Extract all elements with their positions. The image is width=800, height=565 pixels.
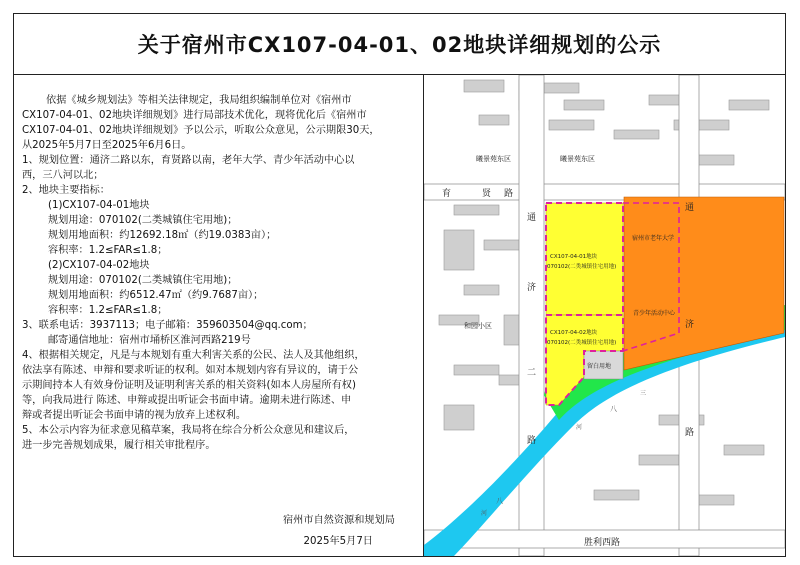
label-road-yuxian: 路 xyxy=(504,189,514,199)
rights-line: 依法享有陈述、申辩和要求听证的权利。如对本规划内容有异议的，请于公 xyxy=(22,365,359,376)
label-road-yuxian: 贤 xyxy=(482,189,492,199)
label-road-tongji: 通 xyxy=(685,203,695,213)
label-district-right: 曦景苑东区 xyxy=(560,155,595,163)
plot2-title: (2)CX107-04-02地块 xyxy=(48,260,150,271)
label-laonian: 宿州市老年大学 xyxy=(632,235,675,242)
draft-line: 进一步完善规划成果，履行相关审批程序。 xyxy=(22,440,216,451)
label-road-tongji2: 通 xyxy=(527,213,537,223)
address-line: 邮寄通信地址：宿州市埇桥区淮河西路219号 xyxy=(48,335,251,346)
label-qingshaonian: 青少年活动中心 xyxy=(633,310,676,317)
indicators-title: 2、地块主要指标： xyxy=(22,185,110,196)
label-river: 三 xyxy=(640,390,647,397)
label-reserved: 留白用地 xyxy=(587,363,612,370)
notice-body xyxy=(22,93,413,453)
plot2-line: 规划用途：070102(二类城镇住宅用地)； xyxy=(48,275,238,286)
intro-line: CX107-04-01、02地块详细规划》进行局部技术优化，现将优化后《宿州市 xyxy=(22,110,367,121)
label-road-tongji2: 济 xyxy=(527,283,537,293)
plot1-line: 规划用地面积：约12692.18㎡（约19.0383亩）； xyxy=(48,230,277,241)
rights-line: 示期间持本人有效身份证明及证明利害关系的相关资料(如本人房屋所有权) xyxy=(22,380,356,391)
label-road-shengli: 胜利西路 xyxy=(584,538,621,548)
draft-line: 5、本公示内容为征求意见稿草案，我局将在综合分析公众意见和建议后， xyxy=(22,425,355,436)
plot2-line: 容积率：1.2≤FAR≤1.8； xyxy=(48,305,168,316)
location-line: 西，三八河以北； xyxy=(22,170,104,181)
notice-frame xyxy=(13,13,786,557)
signature-org: 宿州市自然资源和规划局 xyxy=(282,515,395,526)
label-river: 河 xyxy=(576,424,583,431)
label-plot-1-id: CX107-04-01地块 xyxy=(550,254,598,260)
planning-map xyxy=(424,75,785,556)
plot2-line: 规划用地面积：约6512.47㎡（约9.7687亩）； xyxy=(48,290,264,301)
intro-line: CX107-04-01、02地块详细规划》予以公示，听取公众意见，公示期限30天， xyxy=(22,125,380,136)
label-road-tongji: 路 xyxy=(685,428,695,438)
label-plot-2-use: 070102(二类城镇住宅用地) xyxy=(547,340,617,346)
label-road-tongji: 济 xyxy=(685,320,695,330)
label-road-tongji2: 路 xyxy=(527,436,537,446)
label-river: 河 xyxy=(481,510,488,517)
signature-date: 2025年5月7日 xyxy=(303,536,373,547)
plot1-line: 规划用途：070102(二类城镇住宅用地)； xyxy=(48,215,238,226)
label-plot-1-use: 070102(二类城镇住宅用地) xyxy=(547,264,617,270)
label-district-left: 曦景苑东区 xyxy=(476,155,511,163)
title-box xyxy=(14,14,785,75)
rights-line: 4、根据相关规定，凡是与本规划有重大利害关系的公民、法人及其他组织， xyxy=(22,350,365,361)
label-river: 八 xyxy=(610,405,617,413)
intro-line: 从2025年5月7日至2025年6月6日。 xyxy=(22,140,192,151)
notice-text-panel xyxy=(14,75,424,556)
label-river: 八 xyxy=(496,497,503,505)
planning-map-svg xyxy=(424,75,785,556)
rights-line: 辩或者提出听证会书面申请的视为放弃上述权利。 xyxy=(22,410,247,421)
intro-line: 依据《城乡规划法》等相关法律规定，我局组织编制单位对《宿州市 xyxy=(46,95,352,106)
page-title: 关于宿州市CX107-04-01、02地块详细规划的公示 xyxy=(137,33,662,57)
label-plot-2-id: CX107-04-02地块 xyxy=(550,330,598,336)
label-road-tongji2: 二 xyxy=(527,368,537,378)
plot1-title: (1)CX107-04-01地块 xyxy=(48,200,150,211)
label-road-yuxian: 育 xyxy=(442,189,452,199)
rights-line: 等，向我局进行 陈述、申辩或提出听证会书面申请。逾期未进行陈述、申 xyxy=(22,395,352,406)
plot1-line: 容积率：1.2≤FAR≤1.8； xyxy=(48,245,168,256)
label-heyuan: 和园小区 xyxy=(464,322,492,330)
location-line: 1、规划位置：通济二路以东，育贤路以南，老年大学、青少年活动中心以 xyxy=(22,155,355,166)
contact-line: 3、联系电话：3937113；电子邮箱：359603504@qq.com； xyxy=(22,320,313,331)
